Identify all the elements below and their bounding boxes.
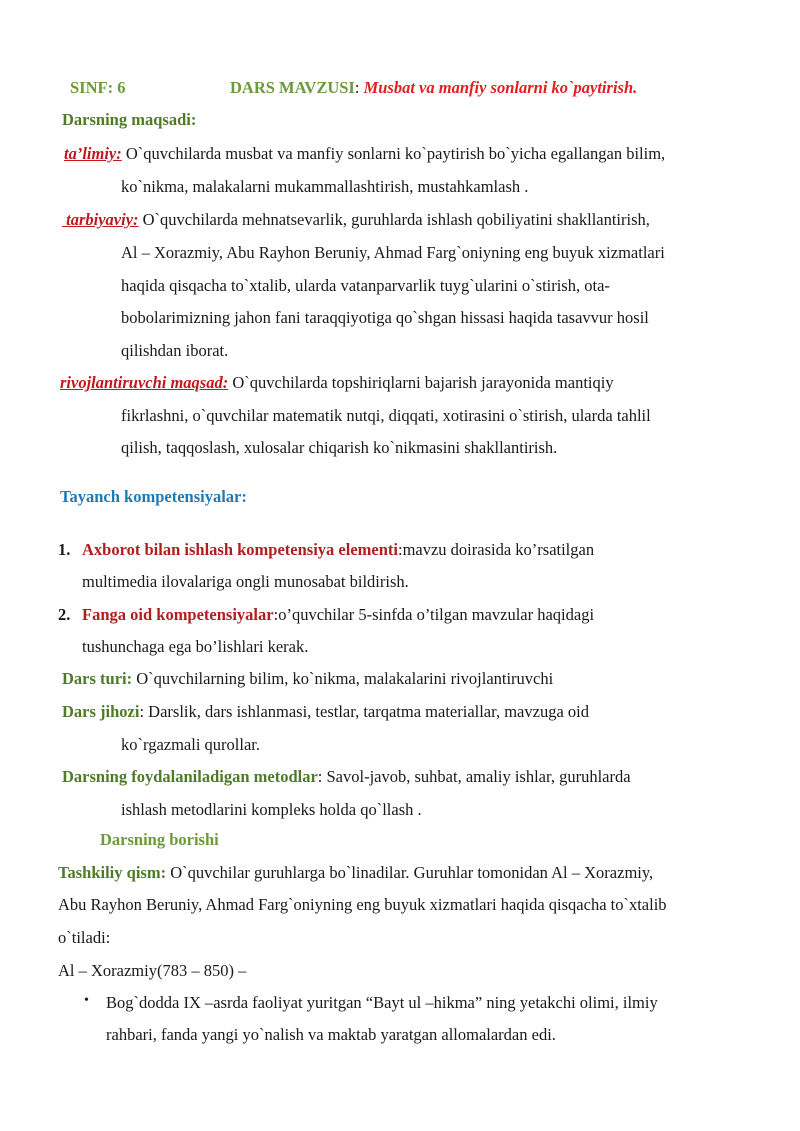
xorazmiy-heading: Al – Xorazmiy(783 – 850) – <box>58 961 247 980</box>
lesson-topic: DARS MAVZUSI: Musbat va manfiy sonlarni ko`paytirish. <box>230 78 638 97</box>
methods-line-2: ishlash metodlarini kompleks holda qo`llash . <box>121 800 422 819</box>
competency-2-number: 2. <box>58 605 71 624</box>
tarbiyaviy-line-2: Al – Xorazmiy, Abu Rayhon Beruniy, Ahmad Farg`oniyning eng buyuk xizmatlari <box>121 243 665 262</box>
bullet-line-2: rahbari, fanda yangi yo`nalish va maktab yaratgan allomalardan edi. <box>106 1025 556 1044</box>
competency-1-line-1: Axborot bilan ishlash kompetensiya elementi:mavzu doirasida ko’rsatilgan <box>82 540 595 559</box>
bullet-line-1: Bog`dodda IX –asrda faoliyat yuritgan “Bayt ul –hikma” ning yetakchi olimi, ilmiy <box>106 993 658 1012</box>
topic-label: DARS MAVZUSI <box>230 78 355 97</box>
class-label <box>70 78 125 98</box>
competency-2-line-1: Fanga oid kompetensiyalar:o’quvchilar 5-sinfda o’tilgan mavzular haqidagi <box>82 605 595 624</box>
organizational-label: Tashkiliy qism: <box>58 863 167 882</box>
competency-2-line-2: tushunchaga ega bo’lishlari kerak. <box>82 637 309 656</box>
competencies-heading: Tayanch kompetensiyalar: <box>60 487 247 506</box>
equipment-line-1: Dars jihozi: Darslik, dars ishlanmasi, testlar, tarqatma materiallar, mavzuga oid <box>62 702 589 721</box>
methods-line-1: Darsning foydalaniladigan metodlar: Savol-javob, suhbat, amaliy ishlar, guruhlarda <box>62 767 631 786</box>
topic-title: Musbat va manfiy sonlarni ko`paytirish. <box>363 78 638 97</box>
talimiy-label: ta’limiy: <box>64 144 122 163</box>
lesson-type-label: Dars turi: <box>62 669 133 688</box>
bullet-icon: • <box>84 993 89 1008</box>
competency-1-line-2: multimedia ilovalariga ongli munosabat bildirish. <box>82 572 409 591</box>
equipment-line-2: ko`rgazmali qurollar. <box>121 735 260 754</box>
lesson-progress-heading: Darsning borishi <box>100 830 219 849</box>
tarbiyaviy-line-5: qilishdan iborat. <box>121 341 229 360</box>
organizational-line-2: Abu Rayhon Beruniy, Ahmad Farg`oniyning eng buyuk xizmatlari haqida qisqacha to`xtalib <box>58 895 667 914</box>
competency-2-label: Fanga oid kompetensiyalar <box>82 605 274 624</box>
equipment-label: Dars jihozi <box>62 702 140 721</box>
tarbiyaviy-line-4: bobolarimizning jahon fani taraqqiyotiga qo`shgan hissasi haqida tasavvur hosil <box>121 308 649 327</box>
organizational-line-3: o`tiladi: <box>58 928 111 947</box>
competency-1-label: Axborot bilan ishlash kompetensiya elementi <box>82 540 398 559</box>
methods-label: Darsning foydalaniladigan metodlar <box>62 767 318 786</box>
goals-heading: Darsning maqsadi: <box>62 110 197 129</box>
tarbiyaviy-label: tarbiyaviy: <box>66 210 139 229</box>
rivoj-line-2: fikrlashni, o`quvchilar matematik nutqi, diqqati, xotirasini o`stirish, ularda tahlil <box>121 406 651 425</box>
organizational-line-1: Tashkiliy qism: O`quvchilar guruhlarga bo`linadilar. Guruhlar tomonidan Al – Xorazmiy, <box>58 863 654 882</box>
competency-1-number: 1. <box>58 540 71 559</box>
sinf-text: SINF: 6 <box>70 78 126 97</box>
talimiy-line-1: ta’limiy: O`quvchilarda musbat va manfiy sonlarni ko`paytirish bo`yicha egallangan bilim, <box>64 144 666 163</box>
rivoj-label: rivojlantiruvchi maqsad: <box>60 373 229 392</box>
rivoj-line-3: qilish, taqqoslash, xulosalar chiqarish ko`nikmasini shakllantirish. <box>121 438 558 457</box>
talimiy-line-2: ko`nikma, malakalarni mukammallashtirish, mustahkamlash . <box>121 177 529 196</box>
rivoj-line-1: rivojlantiruvchi maqsad: O`quvchilarda topshiriqlarni bajarish jarayonida mantiqiy <box>60 373 614 392</box>
tarbiyaviy-line-1: tarbiyaviy: O`quvchilarda mehnatsevarlik, guruhlarda ishlash qobiliyatini shakllantirish, <box>62 210 742 230</box>
tarbiyaviy-line-3: haqida qisqacha to`xtalib, ularda vatanparvarlik tuyg`ularini o`stirish, ota- <box>121 276 610 295</box>
lesson-type: Dars turi: O`quvchilarning bilim, ko`nikma, malakalarini rivojlantiruvchi <box>62 669 554 688</box>
